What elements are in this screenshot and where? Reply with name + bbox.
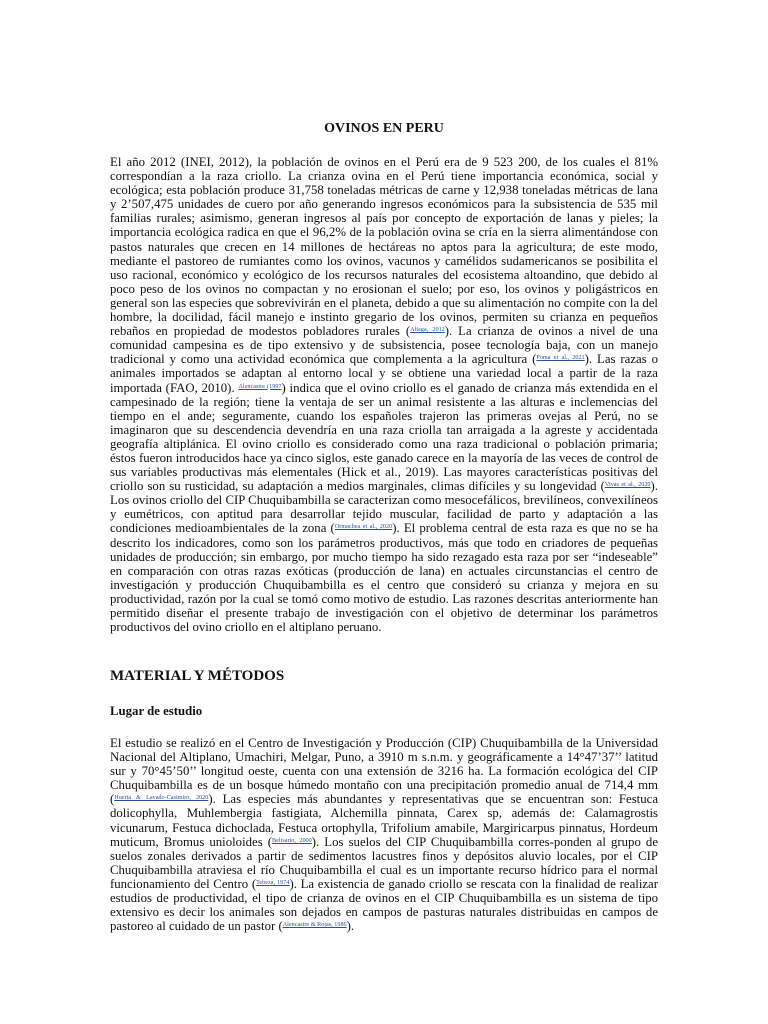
text-segment: ). La crianza de ovinos a nivel de una comunidad campesina es de tipo extensivo y de subsistencia, posee tecnología baja, con un manejo tradicional y como una actividad económica que complementa a la agricultura ( [110,324,658,367]
text-segment: ). [346,919,355,934]
citation-link[interactable]: Tebeza, 1974 [256,878,290,886]
section-heading: MATERIAL Y MÉTODOS [110,668,285,684]
citation-link[interactable]: Aliaga, 2012 [410,326,445,334]
citation-link[interactable]: Alencastre & Rojas, 1986 [282,921,347,929]
text-segment: ) indica que el ovino criollo es el ganado de crianza más extendida en el campesinado de la región; tiene la ventaja de ser un animal resistente a las alturas e inclemencias del tiempo en el ande; seguramente, cuando los españoles trajeron las primeras ovejas al Perú, no se imaginaron que su descendencia devendría en una raza criolla tan arraigada a la agreste y accidentada geografía altiplánica. El ovino criollo es considerado como una raza tradicional o población primaria; éstos fueron introducidos hace ya cinco siglos, este ganado carece en la mayoría de las veces de control de sus variables productivas más elementales (Hick et al., 2019). Las mayores características positivas del criollo son su rusticidad, su adaptación a medios marginales, climas difíciles y su longevidad ( [110,380,659,494]
text-segment: ). El problema central de esta raza es que no se ha descrito los indicadores, como son los parámetros productivos, más que todo en criadores de pequeñas unidades de producción; sin embargo, por mucho tiempo ha sido rezagado esta raza por ser “indeseable” en comparación con otras razas exóticas (producción de lana) en actuales circunstancias el centro de investigación y producción Chuquibambilla es el centro que consideró su crianza y mejora en su productividad, razón por la cual se tomó como motivo de estudio. Las razones descritas anteriormente han permitido diseñar el presente trabajo de investigación con el objetivo de determinar los parámetros productivos del ovino criollo en el altiplano peruano. [110,521,659,635]
text-segment: ). Las razas o animales importados se adaptan al entorno local y se obtiene una variedad local a partir de la raza importada (FAO, 2010). [110,352,659,395]
text-segment: El año 2012 (INEI, 2012), la población de ovinos en el Perú era de 9 523 200, de los cuales el 81% correspondían a la raza criollo. La crianza ovina en el Perú tiene importancia económica, social y ecológica; esta población produce 31,758 toneladas métricas de carne y 12,938 toneladas métricas de lana y 2’507,475 unidades de cuero por año generando ingresos económicos para la subsistencia de 535 mil familias rurales; asimismo, generan ingresos al país por concepto de exportación de lanas y pieles; la importancia ecológica radica en que el 96,2% de la población ovina se cría en la sierra alimentándose con pastos naturales que crecen en 14 millones de hectáreas no aptos para la agricultura; de este modo, mediante el pastoreo de rumiantes como los ovinos, vacunos y camélidos sudamericanos se posibilita el uso racional, económico y ecológico de los recursos naturales del ecosistema altoandino, que debido al poco peso de los ovinos no compactan y no erosionan el suelo; por eso, los ovinos y poligástricos en general son las especies que sobrevivirán en el planeta, debido a que su alimentación no compite con la del hombre, la docilidad, fácil manejo e instinto gregario de los ovinos, permiten su crianza en pequeños rebaños en propiedad de modestos pobladores rurales ( [110,155,658,339]
citation-link[interactable]: Poma et al., 2021 [536,354,585,362]
citation-link[interactable]: Vivas et al., 2020 [604,481,651,489]
text-segment: ). La existencia de ganado criollo se rescata con la finalidad de realizar estudios de productividad, el tipo de crianza de ovinos en el CIP Chuquibambilla es un sistema de tipo extensivo es decir los animales son dejados en campos de pasturas naturales distribuidas en campos de pastoreo al cuidado de un pastor ( [110,876,658,934]
citation-link[interactable]: Ormachea et al., 2020 [334,523,393,531]
citation-link[interactable]: Alencastre (1997 [238,382,282,390]
study-site-paragraph [110,736,658,933]
subsection-heading: Lugar de estudio [110,704,203,718]
text-segment: ). Las especies más abundantes y representativas que se encuentran son: Festuca dolicophylla, Muhlembergia fastigiata, Alchemilla pinnata, Carex sp, además de: Calamagrostis vicunarum, Festuca dichoclada, Festuca ortophylla, Trifolium amabile, Margiricarpus pinnatus, Hordeum muticum, Bromus unioloides ( [110,792,658,849]
citation-link[interactable]: Belisario, 2000 [272,836,312,844]
text-segment: ). Los ovinos criollo del CIP Chuquibambilla se caracterizan como mesocefálicos, brevilíneos, convexilíneos y eumétricos, con aptitud para desarrollar tejido muscular, facilidad de parto y adaptación a las condiciones medioambientales de la zona ( [110,479,658,536]
text-segment: El estudio se realizó en el Centro de Investigación y Producción (CIP) Chuquibambilla de la Universidad Nacional del Altiplano, Umachiri, Melgar, Puno, a 3910 m s.n.m. y geográficamente a 14°47’37’’ latitud sur y 70°45’50’’ longitud oeste, cuenta con una extensión de 3216 ha. La formación ecológica del CIP Chuquibambilla es de un bosque húmedo montaño con una precipitación promedio anual de 714,4 mm ( [110,736,658,807]
citation-link[interactable]: Huerta & Lavado-Casimiro, 2020 [114,794,209,802]
document-title: OVINOS EN PERU [324,121,444,136]
text-segment: ). Los suelos del CIP Chuquibambilla corres-ponden al grupo de suelos zonales derivados a partir de sedimentos lacustres finos y depósitos aluvio locales, por el CIP Chuquibambilla atraviesa el río Chuquibambilla el cual es un importante recurso hídrico para el normal funcionamiento del Centro ( [110,834,659,891]
intro-paragraph [110,155,658,634]
